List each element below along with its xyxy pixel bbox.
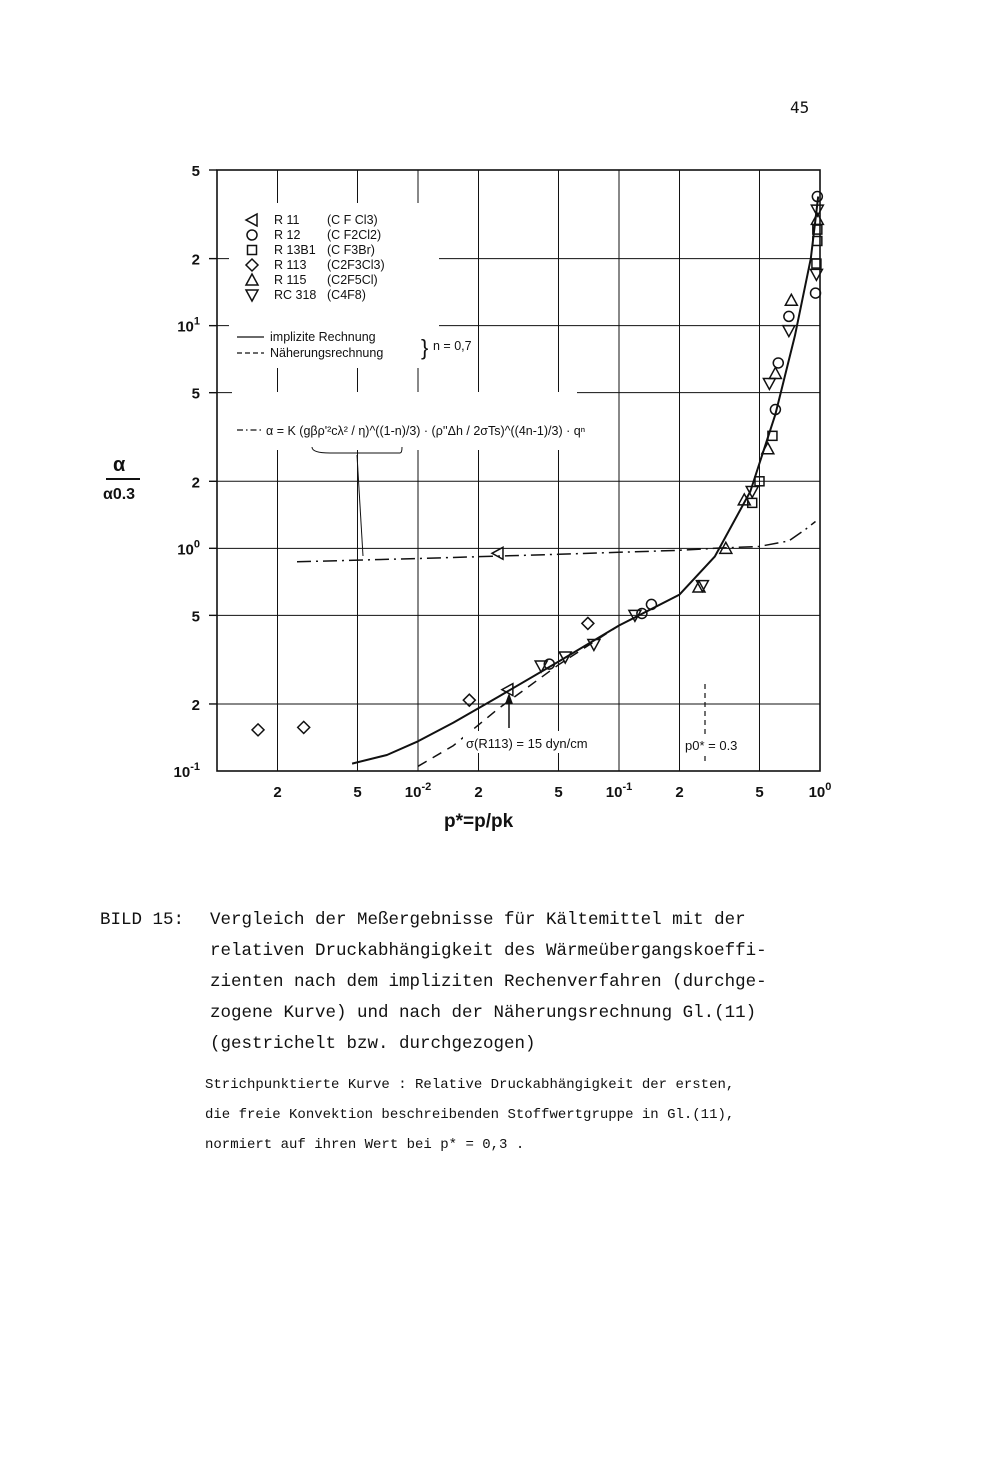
caption-line: zienten nach dem impliziten Rechenverfahren (durchge-	[210, 972, 767, 992]
caption-line: zogene Kurve) und nach der Näherungsrechnung Gl.(11)	[210, 1003, 757, 1023]
note-line: die freie Konvektion beschreibenden Stoffwertgruppe in Gl.(11),	[205, 1107, 735, 1123]
y-axis-label-denominator: α0.3	[103, 486, 136, 503]
x-tick-label: 2	[273, 784, 282, 801]
x-tick-label: 5	[554, 784, 563, 801]
page-number: 45	[790, 98, 810, 117]
x-tick-label: 2	[675, 784, 684, 801]
data-point-diamond	[252, 724, 264, 736]
legend-series-name: R 115	[274, 273, 307, 287]
legend-brace: }	[421, 335, 429, 360]
y-tick-label: $10^1$	[177, 315, 200, 336]
legend-series-name: R 113	[274, 258, 307, 272]
legend-series-formula: (C4F8)	[327, 288, 366, 302]
caption-line: Vergleich der Meßergebnisse für Kältemittel mit der	[210, 910, 746, 930]
p0-annotation: p0* = 0.3	[685, 738, 738, 753]
data-point-circle	[811, 288, 821, 298]
legend-solid-label: implizite Rechnung	[270, 330, 376, 344]
figure-caption	[100, 905, 820, 1060]
data-point-circle	[773, 358, 783, 368]
legend-series-formula: (C2F5Cl)	[327, 273, 378, 287]
x-tick-label: 5	[353, 784, 362, 801]
sigma-annotation: σ(R113) = 15 dyn/cm	[466, 736, 588, 751]
data-point-triangle-down	[783, 326, 795, 337]
data-point-diamond	[582, 617, 594, 629]
y-tick-labels	[174, 163, 200, 781]
legend-series-formula: (C F2Cl2)	[327, 228, 382, 242]
caption-label: BILD 15:	[100, 910, 185, 930]
legend-series-name: RC 318	[274, 288, 317, 302]
figure-note	[205, 1070, 825, 1160]
legend-series-formula: (C F Cl3)	[327, 213, 378, 227]
y-tick-label: $10^0$	[177, 538, 200, 559]
caption-line: relativen Druckabhängigkeit des Wärmeübergangskoeffi-	[210, 941, 767, 961]
legend-series-name: R 11	[274, 213, 300, 227]
data-point-diamond	[298, 721, 310, 733]
data-point-triangle-up	[785, 294, 797, 305]
x-tick-label: $10^{-2}$	[404, 781, 432, 801]
y-tick-label: 5	[191, 385, 200, 403]
data-point-circle	[784, 311, 794, 321]
x-tick-label: $10^0$	[808, 781, 832, 801]
y-tick-label: 2	[191, 474, 200, 492]
formula-text: α = K (gβρ'²cλ² / η)^((1-n)/3) · (ρ''Δh / 2σTs)^((4n-1)/3) · qⁿ	[266, 424, 586, 438]
x-axis-label: p*=p/pk	[444, 811, 514, 832]
legend-n-param: n = 0,7	[433, 339, 472, 353]
data-point-triangle-up	[769, 367, 781, 378]
y-axis-label-numerator: α	[113, 454, 126, 476]
note-line: Strichpunktierte Kurve : Relative Druckabhängigkeit der ersten,	[205, 1077, 735, 1093]
curve-dashdot	[297, 522, 816, 562]
data-point-triangle-left	[492, 547, 503, 559]
y-tick-label: 5	[191, 163, 200, 180]
legend-series-name: R 13B1	[274, 243, 316, 257]
x-tick-label: 2	[474, 784, 483, 801]
legend-series-name: R 12	[274, 228, 301, 242]
caption-line: (gestrichelt bzw. durchgezogen)	[210, 1034, 536, 1054]
y-tick-label: $10^{-1}$	[173, 761, 200, 781]
x-tick-label: $10^{-1}$	[605, 781, 633, 801]
x-tick-labels	[273, 781, 831, 801]
y-tick-label: 5	[191, 608, 200, 626]
x-tick-label: 5	[755, 784, 764, 801]
y-tick-label: 2	[191, 251, 200, 269]
legend-series-formula: (C2F3Cl3)	[327, 258, 385, 272]
y-tick-label: 2	[191, 696, 200, 714]
note-line: normiert auf ihren Wert bei p* = 0,3 .	[205, 1137, 525, 1153]
data-point-triangle-down	[763, 378, 775, 389]
legend-dashed-label: Näherungsrechnung	[270, 346, 384, 360]
formula-background	[232, 392, 577, 450]
legend-series-formula: (C F3Br)	[327, 243, 375, 257]
